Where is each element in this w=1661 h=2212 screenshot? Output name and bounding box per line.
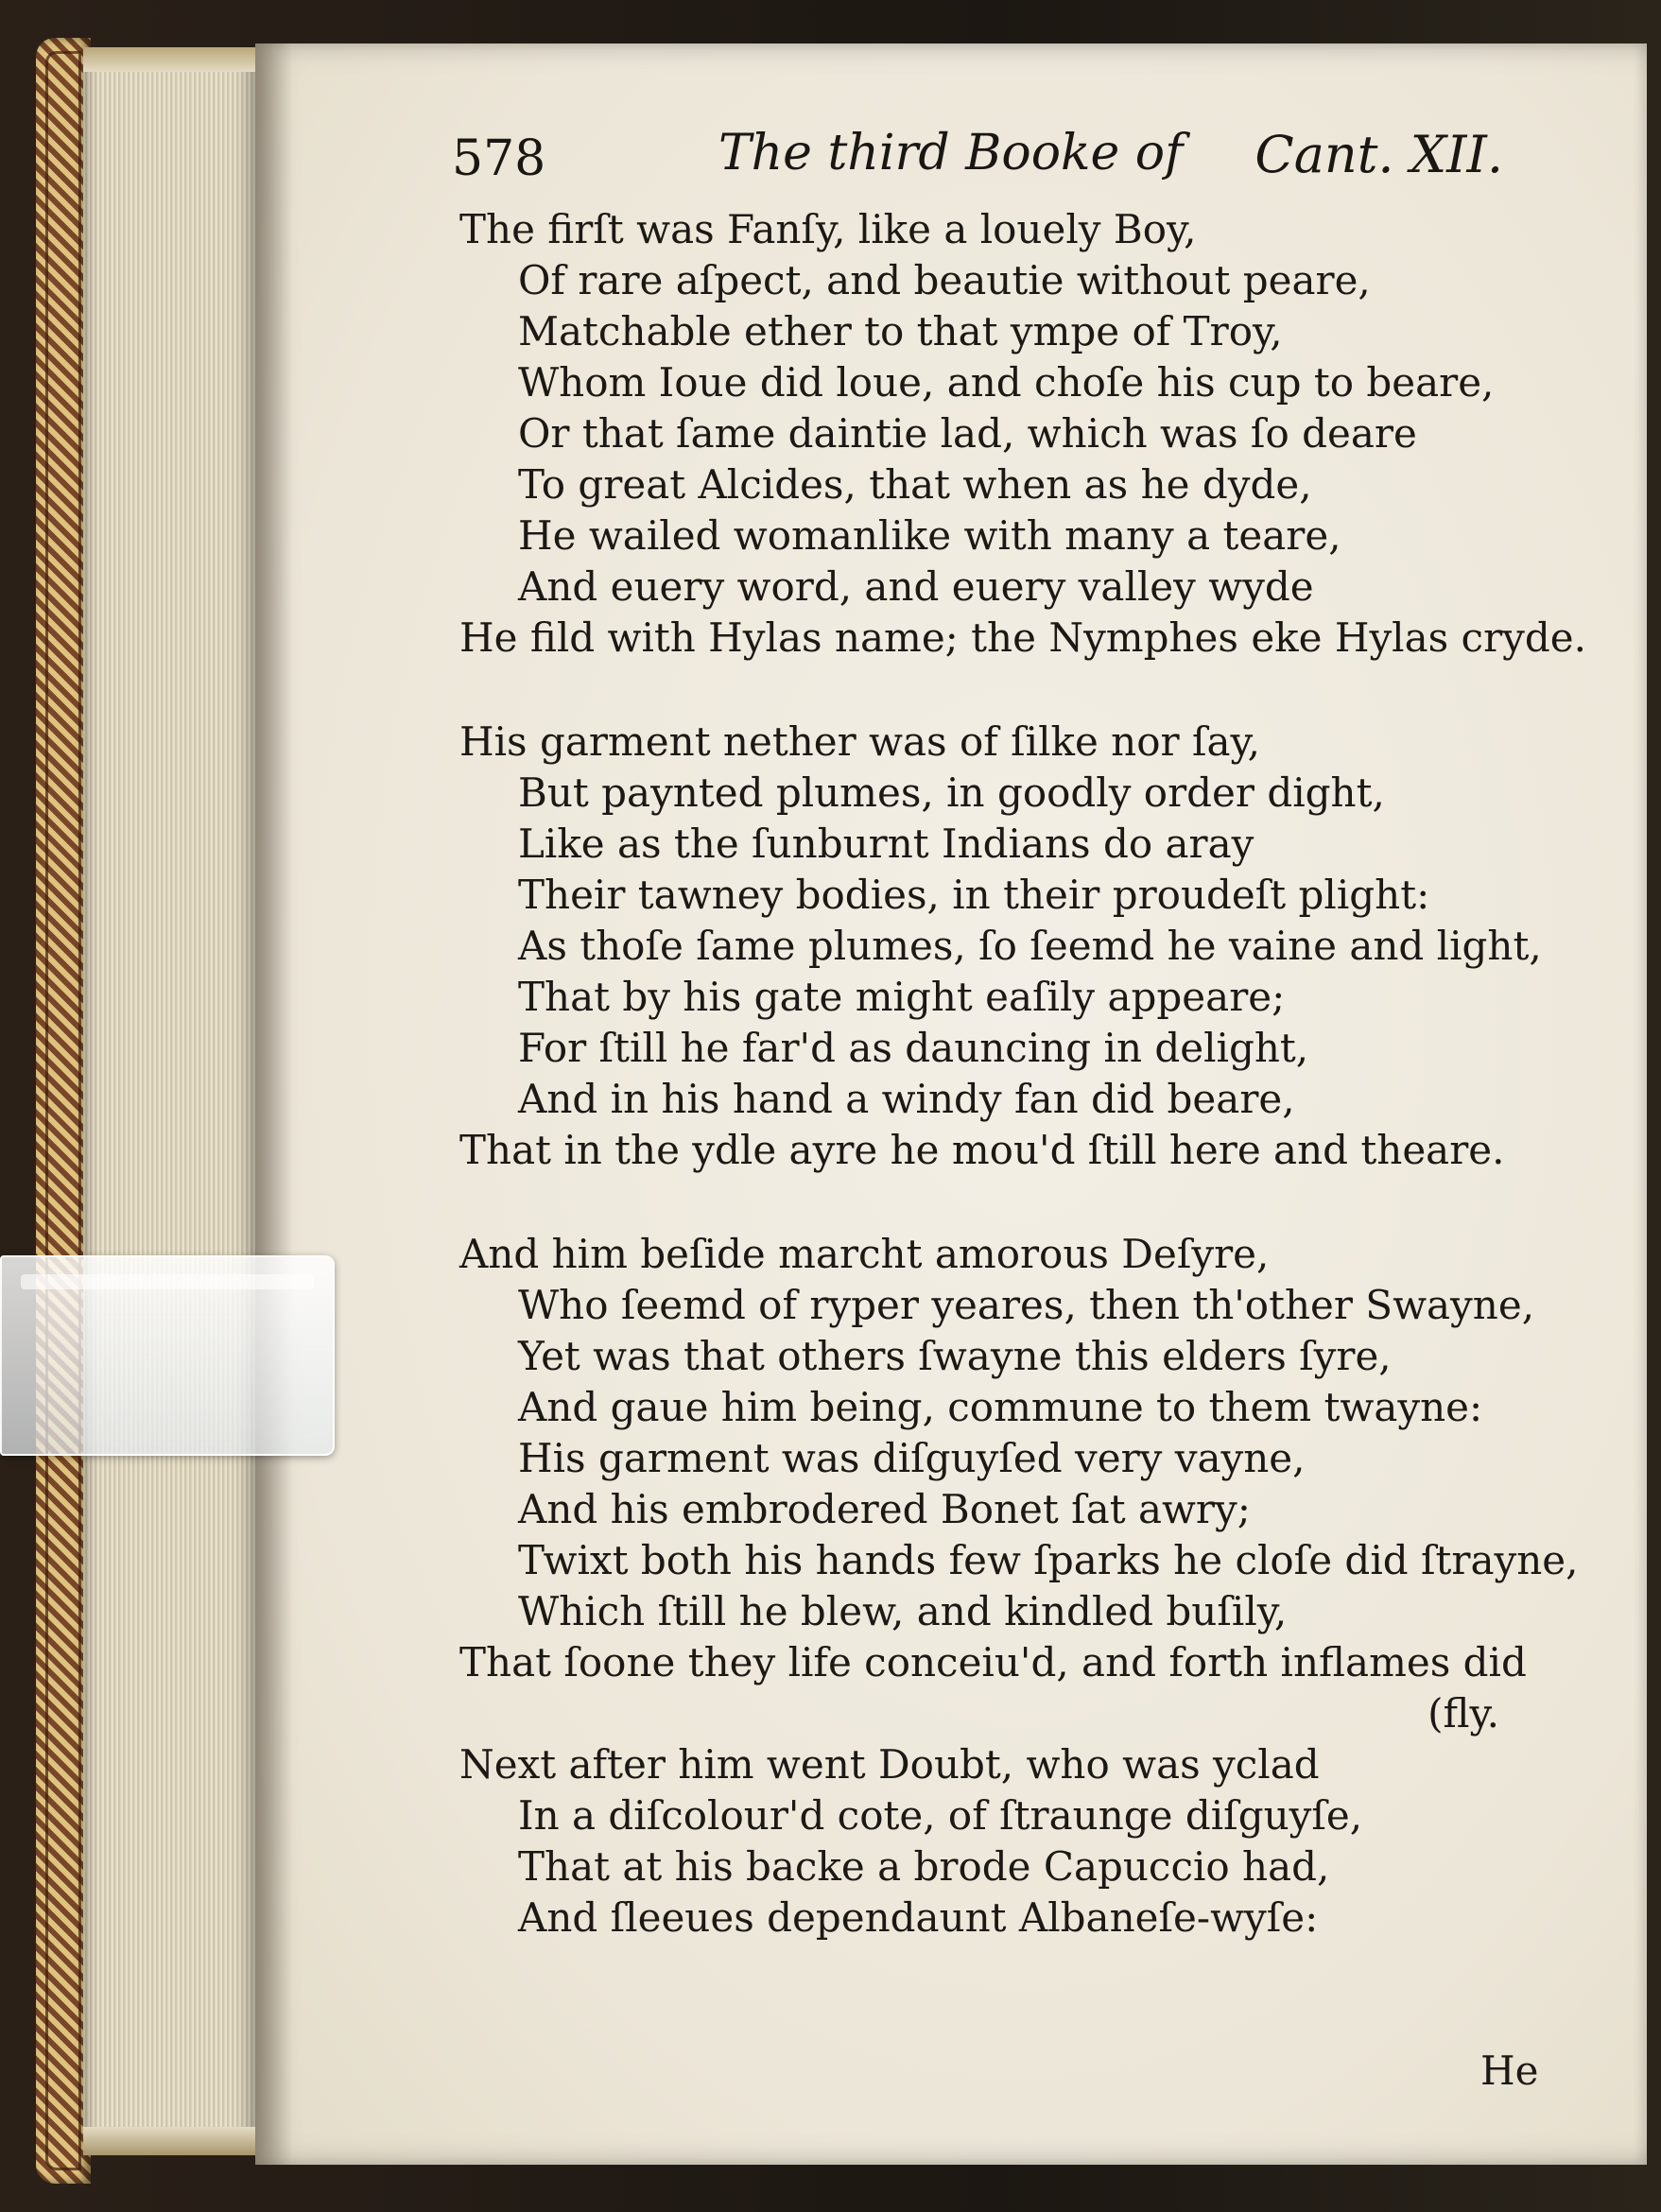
clear-page-tab [0,1255,335,1456]
verse-line: And in his hand a windy fan did beare, [518,1076,1295,1122]
verse-line: Who ſeemd of ryper yeares, then th'other Swayne, [518,1282,1535,1328]
page-number: 578 [452,130,546,187]
running-head [444,125,1513,200]
verse-line: Matchable ether to that ympe of Troy, [518,308,1283,354]
verse-line: That ſoone they life conceiu'd, and forth inflames did [459,1639,1527,1685]
verse-line: He fild with Hylas name; the Nymphes eke Hylas cryde. [459,614,1586,661]
verse-line: Whom Ioue did loue, and choſe his cup to beare, [518,359,1495,406]
stanza-3 [459,1229,1579,1739]
verse-line: He wailed womanlike with many a teare, [518,512,1341,559]
verse-line: His garment was diſguyſed very vayne, [518,1435,1306,1481]
verse-line: Twixt both his hands few ſparks he cloſe did ſtrayne, [518,1537,1579,1583]
stanza-gap [459,1176,1547,1229]
book-title: The third Booke of [718,125,1184,181]
gutter-shadow [255,43,293,2165]
canto-number: Cant. XII. [1254,125,1503,184]
stanza-4 [459,1739,1547,1944]
stanza-1 [459,204,1586,664]
verse-line: For ſtill he far'd as dauncing in delight, [518,1025,1309,1071]
verse-line: And euery word, and euery valley wyde [518,563,1314,610]
verse-line: Or that ſame daintie lad, which was ſo deare [518,410,1417,457]
verse-line-continuation: (fly. [1427,1690,1499,1737]
poem-text [459,204,1586,1944]
verse-line: And him beſide marcht amorous Deſyre, [459,1231,1270,1277]
verse-line: His garment nether was of ſilke nor ſay, [459,718,1261,765]
verse-line: To great Alcides, that when as he dyde, [518,461,1312,508]
verse-line: Like as the ſunburnt Indians do aray [518,821,1254,867]
stanza-gap [459,664,1547,717]
verse-line: And his embrodered Bonet ſat awry; [518,1486,1251,1532]
verse-line: As thoſe ſame plumes, ſo ſeemd he vaine and light, [518,923,1542,969]
verse-line: That by his gate might eaſily appeare; [518,974,1286,1020]
verse-line: And gaue him being, commune to them twayne: [518,1384,1483,1430]
verse-line: That in the ydle ayre he mou'd ſtill here and theare. [459,1127,1505,1173]
page-edges [83,47,263,2155]
verse-line: Yet was that others ſwayne this elders ſyre, [518,1333,1392,1379]
catchword: He [1480,2048,1539,2094]
verse-line: In a diſcolour'd cote, of ſtraunge diſguyſe, [518,1792,1363,1839]
verse-line: But paynted plumes, in goodly order dight, [518,769,1385,816]
verse-line: The firſt was Fanſy, like a louely Boy, [459,206,1197,252]
stanza-2 [459,717,1547,1176]
verse-line: Next after him went Doubt, who was yclad [459,1741,1320,1788]
verse-line: Their tawney bodies, in their proudeſt plight: [518,872,1430,918]
verse-line: That at his backe a brode Capuccio had, [518,1843,1330,1890]
verse-line: Of rare aſpect, and beautie without peare, [518,257,1371,303]
verse-line: Which ſtill he blew, and kindled buſily, [518,1588,1288,1634]
verse-line: And ſleeues dependaunt Albaneſe-wyſe: [518,1894,1319,1941]
